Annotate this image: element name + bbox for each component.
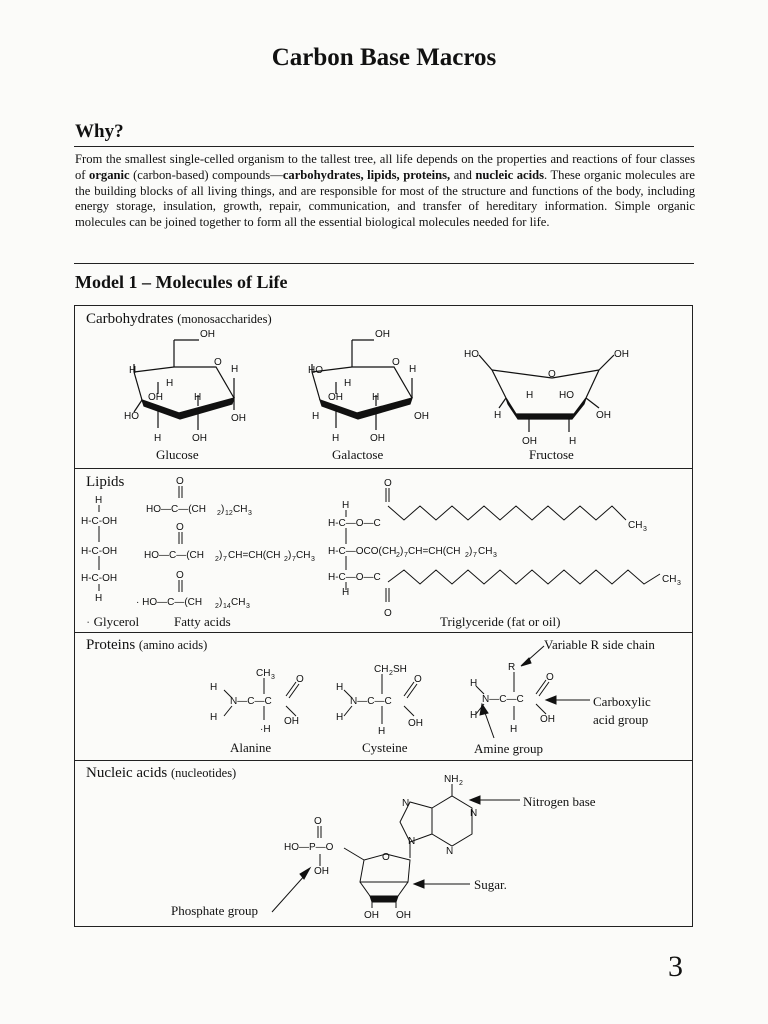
svg-text:3: 3 xyxy=(246,603,250,610)
carboxylic-label: Carboxylic xyxy=(593,694,651,709)
svg-text:N: N xyxy=(446,846,454,857)
svg-text:2: 2 xyxy=(215,556,219,563)
svg-text:O: O xyxy=(382,852,390,863)
svg-text:H: H xyxy=(510,724,518,735)
svg-text:H: H xyxy=(95,495,103,506)
nucleic-sub: (nucleotides) xyxy=(170,766,237,780)
svg-text:OH: OH xyxy=(540,714,555,725)
galactose-ring xyxy=(312,340,412,430)
svg-text:3: 3 xyxy=(677,580,681,587)
divider-proteins-nucleic xyxy=(74,760,693,761)
svg-text:CH: CH xyxy=(628,520,643,531)
svg-text:): ) xyxy=(469,546,473,557)
svg-text:CH: CH xyxy=(231,597,246,608)
svg-text:H: H xyxy=(312,411,320,422)
svg-text:H: H xyxy=(526,390,534,401)
svg-text:2: 2 xyxy=(389,670,393,677)
carbs-heading-text: Carbohydrates xyxy=(86,311,174,327)
svg-text:): ) xyxy=(400,546,404,557)
svg-text:OH: OH xyxy=(396,910,411,921)
phosphate-group-label: Phosphate group xyxy=(171,903,259,918)
svg-text:OH: OH xyxy=(284,716,299,727)
svg-text:2: 2 xyxy=(284,556,288,563)
galactose-label: Galactose xyxy=(332,447,384,462)
svg-text:CH: CH xyxy=(662,574,677,585)
intro-bold-organic: organic xyxy=(89,167,130,182)
svg-text:OH: OH xyxy=(328,392,343,403)
svg-text:HO—C—(CH: HO—C—(CH xyxy=(144,550,204,561)
svg-text:OH: OH xyxy=(192,433,207,444)
svg-text:2: 2 xyxy=(465,552,469,559)
svg-text:H: H xyxy=(470,710,478,721)
intro-bold-nucleic: nucleic acids xyxy=(475,167,545,182)
proteins-sub: (amino acids) xyxy=(138,638,208,652)
svg-text:H: H xyxy=(332,433,340,444)
why-top-rule xyxy=(74,146,694,147)
svg-text:OH: OH xyxy=(200,329,215,340)
svg-text:H: H xyxy=(154,433,162,444)
svg-text:NH: NH xyxy=(444,774,459,785)
svg-text:O: O xyxy=(414,674,422,685)
nucleotide-structure xyxy=(74,762,693,926)
svg-text:7: 7 xyxy=(404,552,408,559)
svg-text:N: N xyxy=(470,808,478,819)
svg-text:3: 3 xyxy=(493,552,497,559)
svg-text:R: R xyxy=(508,662,516,673)
svg-text:O: O xyxy=(176,522,184,533)
adenine-six-ring xyxy=(432,796,472,846)
intro-text-2: (carbon-based) compounds— xyxy=(129,167,283,182)
glucose-ring xyxy=(134,340,234,430)
svg-text:H: H xyxy=(166,378,174,389)
svg-text:2: 2 xyxy=(459,780,463,787)
svg-text:H-C—O—C: H-C—O—C xyxy=(328,572,381,583)
svg-text:OH: OH xyxy=(596,410,611,421)
svg-text:O: O xyxy=(214,357,222,368)
svg-text:O: O xyxy=(384,608,392,619)
divider-lipids-proteins xyxy=(74,632,693,633)
svg-text:HO: HO xyxy=(464,349,479,360)
svg-text:H: H xyxy=(194,392,202,403)
cysteine-label: Cysteine xyxy=(362,740,408,755)
svg-text:7: 7 xyxy=(223,556,227,563)
intro-bold-classes: carbohydrates, lipids, proteins, xyxy=(282,167,451,182)
svg-text:7: 7 xyxy=(473,552,477,559)
sugar-label xyxy=(474,877,507,893)
glycerol-label-text: Glycerol xyxy=(93,614,140,629)
svg-text:2: 2 xyxy=(396,552,400,559)
svg-text:N: N xyxy=(402,798,410,809)
svg-text:O: O xyxy=(384,478,392,489)
alanine-label: Alanine xyxy=(230,740,272,755)
svg-text:OH: OH xyxy=(231,413,246,424)
svg-text:OH: OH xyxy=(370,433,385,444)
svg-text:HO—P—O: HO—P—O xyxy=(284,842,334,853)
svg-text:H: H xyxy=(210,712,218,723)
page-title: Carbon Base Macros xyxy=(271,44,497,71)
svg-text:H: H xyxy=(378,726,386,737)
acid-group-label: acid group xyxy=(593,712,649,727)
svg-text:O: O xyxy=(296,674,304,685)
svg-text:SH: SH xyxy=(393,664,407,675)
svg-text:· HO—C—(CH: · HO—C—(CH xyxy=(136,597,203,608)
sugar-label-text: Sugar xyxy=(474,877,504,892)
svg-text:OH: OH xyxy=(414,411,429,422)
svg-text:OH: OH xyxy=(148,392,163,403)
page-number: 3 xyxy=(668,950,683,983)
why-bottom-rule xyxy=(74,263,694,264)
svg-text:H-C-OH: H-C-OH xyxy=(81,546,118,557)
glycerol-label xyxy=(86,614,139,630)
svg-text:H: H xyxy=(569,436,577,447)
svg-text:O: O xyxy=(546,672,554,683)
svg-text:): ) xyxy=(219,597,223,608)
amine-group-label: Amine group xyxy=(474,741,543,756)
svg-text:3: 3 xyxy=(311,556,315,563)
fatty-acids-label: Fatty acids xyxy=(174,614,231,629)
svg-text:CH: CH xyxy=(233,504,248,515)
divider-carbs-lipids xyxy=(74,468,693,469)
svg-text:O: O xyxy=(176,570,184,581)
svg-text:CH: CH xyxy=(296,550,311,561)
intro-text-1: From the smallest single-celled organism to the tallest tree, all life depends on the properties and reactions of four classes of xyxy=(75,152,695,182)
svg-text:OH: OH xyxy=(614,349,629,360)
svg-text:OH: OH xyxy=(314,866,329,877)
svg-text:H: H xyxy=(231,364,239,375)
svg-text:N—C—C: N—C—C xyxy=(350,696,392,707)
svg-text:CH=CH(CH: CH=CH(CH xyxy=(408,546,461,557)
fructose-label: Fructose xyxy=(529,447,574,462)
nucleic-heading-text: Nucleic acids xyxy=(86,765,168,781)
svg-text:CH: CH xyxy=(256,668,271,679)
svg-text:CH: CH xyxy=(374,664,389,675)
svg-text:H: H xyxy=(342,587,350,598)
svg-text:H: H xyxy=(342,500,350,511)
variable-r-label: Variable R side chain xyxy=(544,637,655,652)
svg-text:7: 7 xyxy=(292,556,296,563)
svg-text:N: N xyxy=(408,836,416,847)
intro-text-3: and xyxy=(450,167,476,182)
svg-text:H: H xyxy=(129,365,137,376)
glucose-label: Glucose xyxy=(156,447,199,462)
svg-text:3: 3 xyxy=(271,674,275,681)
svg-text:·H: ·H xyxy=(260,724,271,735)
intro-text-4: . These organic molecules are the building blocks of all living things, and are responsible for most of the structure and functions of the body, including energy storage, insulation, growth, repair, communication, and transfer of hereditary information. Simple organic molecules can be joined together to form all the essential biological molecules needed for life. xyxy=(75,167,696,230)
svg-text:H: H xyxy=(336,682,344,693)
svg-text:): ) xyxy=(219,550,223,561)
svg-text:CH: CH xyxy=(478,546,493,557)
proteins-heading-text: Proteins xyxy=(86,637,136,653)
svg-text:OH: OH xyxy=(522,436,537,447)
svg-text:HO—C—(CH: HO—C—(CH xyxy=(146,504,206,515)
svg-text:H-C-OH: H-C-OH xyxy=(81,516,118,527)
svg-text:3: 3 xyxy=(248,510,252,517)
svg-text:O: O xyxy=(176,476,184,487)
intro-paragraph xyxy=(75,152,695,231)
svg-text:HO: HO xyxy=(124,411,139,422)
svg-text:H-C—O—C: H-C—O—C xyxy=(328,518,381,529)
glycerol-tick-mark: · xyxy=(86,614,91,629)
svg-text:12: 12 xyxy=(225,510,233,517)
svg-text:OH: OH xyxy=(375,329,390,340)
svg-text:3: 3 xyxy=(643,526,647,533)
sugar-label-dot: . xyxy=(503,877,507,892)
svg-text:N—C—C: N—C—C xyxy=(230,696,272,707)
svg-text:): ) xyxy=(221,504,225,515)
nitrogen-base-label: Nitrogen base xyxy=(523,794,596,809)
svg-text:H: H xyxy=(470,678,478,689)
svg-text:14: 14 xyxy=(223,603,231,610)
svg-text:H: H xyxy=(210,682,218,693)
svg-text:2: 2 xyxy=(215,603,219,610)
svg-text:O: O xyxy=(392,357,400,368)
svg-text:N—C—C: N—C—C xyxy=(482,694,524,705)
svg-text:H: H xyxy=(344,378,352,389)
svg-text:H: H xyxy=(494,410,502,421)
triglyceride-label: Triglyceride (fat or oil) xyxy=(440,614,561,629)
svg-text:H: H xyxy=(95,593,103,604)
why-heading: Why? xyxy=(75,121,124,142)
svg-text:OH: OH xyxy=(364,910,379,921)
model-heading: Model 1 – Molecules of Life xyxy=(75,272,288,292)
svg-text:O: O xyxy=(548,369,556,380)
svg-text:HO: HO xyxy=(308,365,323,376)
carbohydrate-structures xyxy=(74,320,693,468)
svg-text:H-C-OH: H-C-OH xyxy=(81,573,118,584)
svg-text:H-C—OCO(CH: H-C—OCO(CH xyxy=(328,546,397,557)
lipids-heading: Lipids xyxy=(86,474,125,490)
svg-text:HO: HO xyxy=(559,390,574,401)
svg-text:): ) xyxy=(288,550,292,561)
lipid-structures xyxy=(74,470,693,632)
svg-text:CH=CH(CH: CH=CH(CH xyxy=(228,550,281,561)
svg-text:OH: OH xyxy=(408,718,423,729)
carbs-sub: (monosaccharides) xyxy=(177,312,272,326)
svg-text:H: H xyxy=(336,712,344,723)
svg-text:H: H xyxy=(409,364,417,375)
svg-text:H: H xyxy=(372,392,380,403)
svg-text:O: O xyxy=(314,816,322,827)
svg-text:2: 2 xyxy=(217,510,221,517)
